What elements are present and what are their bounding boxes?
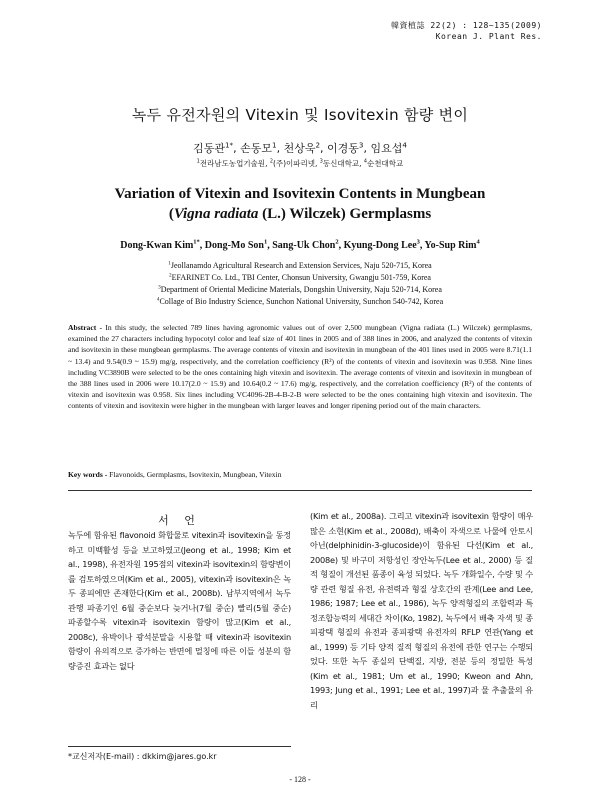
author-name-ko: 김동관 xyxy=(193,142,225,155)
author-mark-en: 4 xyxy=(476,238,480,246)
author-mark-en: 1* xyxy=(193,238,200,246)
affiliation-mark-en: 2 xyxy=(169,272,172,279)
affiliations-english xyxy=(0,260,600,308)
affiliation-name-ko: 동신대학교 xyxy=(322,159,360,168)
footnote: *교신저자(E-mail) : dkkim@jares.go.kr xyxy=(68,752,217,761)
body-text-left: 녹두에 함유된 flavonoid 화합물로 vitexin과 isovitexin을 동정하고 미백활성 등을 보고하였고(Jeong et al., 1998; Kim et al., 1998), 유전자원 195점의 vitexin과 isovitexin의 함량변이를 검토하였으며(Kim et al., 2005), vitexin과 isovitexin은 녹두 종피에만 존재한다(Kim et al., 2008b). 남부지역에서 녹두 관행 파종기인 6월 중순보다 늦거나(7월 중순) 빨리(5월 중순) 파종할수록 vitexin과 isovitexin 함량이 많고(Kim et al., 2008c), 유박이나 광석분말을 시용할 때 vitexin과 isovitexin 함량이 유의적으로 증가하는 반면에 멀칭에 따른 이들 성분의 함량증진 효과는 없다 xyxy=(68,530,291,671)
author-mark-en: 3 xyxy=(416,238,420,246)
author-mark-ko: 3 xyxy=(358,140,364,150)
title-english xyxy=(0,184,600,224)
abstract-label: Abstract - xyxy=(68,323,106,332)
keywords xyxy=(68,470,532,479)
journal-citation: 韓資植誌 22(2) : 128~135(2009) xyxy=(391,21,542,30)
footnote-divider xyxy=(68,746,291,747)
keywords-label: Key words - xyxy=(68,470,110,479)
authors-english: Dong-Kwan Kim$^{1*}$, Dong-Mo Son$^1$, Sang-Uk Chon$^2$, Kyung-Dong Lee$^3$, Yo-Sup Rim$^4$ xyxy=(120,238,480,251)
author-mark-ko: 1 xyxy=(272,140,277,150)
author-name-en: Dong-Mo Son xyxy=(204,240,264,251)
title-english-line2: (Vigna radiata (L.) Wilczek) Germplasms xyxy=(168,206,432,222)
author-mark-ko: 4 xyxy=(402,140,407,150)
author-mark-en: 1 xyxy=(263,238,268,246)
affiliation-name-ko: (주)이파리넷 xyxy=(272,159,316,168)
affiliation-text-en: Jeollanamdo Agricultural Research and Extension Services, Naju 520-715, Korea xyxy=(170,261,432,270)
affiliation-name-ko: 전라남도농업기술원 xyxy=(199,159,266,168)
author-name-en: Sang-Uk Chon xyxy=(272,240,336,251)
author-mark-ko: 1* xyxy=(225,140,234,150)
divider xyxy=(68,490,532,491)
author-name-en: Kyung-Dong Lee xyxy=(343,240,417,251)
body-text-right: (Kim et al., 2008a). 그리고 vitexin과 isovitexin 함량이 매우 많은 소현(Kim et al., 2008d), 배축이 자색으로 나물에 안토시아닌(delphinidin-3-glucoside)이 함유된 다선(Kim et al., 2008e) 및 바구미 저항성인 장안녹두(Lee et al., 2000) 등 질적 형질이 개선된 품종이 육성 되었다. 녹두 개화일수, 수량 및 수량 관련 형질 유전, 유전력과 형질 상호간의 관계(Lee and Lee, 1986; 1987; Lee et al., 1986), 녹두 양적형질의 조합력과 특정조합능력의 세대간 차이(Ko, 1982), 녹두에서 배축 자색 및 종피광택 형질의 유전과 종피광택 유전자의 RFLP 연관(Yang et al., 1999) 등 기타 양적 질적 형질의 유전에 관한 연구는 수행되었다. 또한 녹두 종실의 단백질, 지방, 전분 등의 정밀한 특성(Kim et al., 1981; Um et al., 1990; Kweon and Ahn, 1993; Jung et al., 1991; Lee et al., 1997)과 물 추출물의 유리 xyxy=(310,511,533,710)
affiliation-mark-ko: 2 xyxy=(269,158,273,165)
author-name-ko: 임요섭 xyxy=(370,142,403,155)
affiliation-name-ko: 순천대학교 xyxy=(367,159,404,168)
affiliation-text-en: EFARINET Co. Ltd., TBI Center, Chonsun University, Gwangju 501-759, Korea xyxy=(171,273,431,282)
abstract-text: In this study, the selected 789 lines having agronomic values out of over 2,500 mungbean (Vigna radiata (L.) Wilczek) germplasms, examined the 27 characters including hypocotyl color and leaf size of 401 lines in 2005 and of 388 lines in 2006, and analyzed the contents of vitexin and isovitexin in these mungbean germplasms. The average contents of vitexin and isovitexin in mungbean of the 401 lines used in 2005 were 8.71(1.1 ~ 13.4) and 9.54(0.9 ~ 15.9) mg/g, respectively, and the correlation coefficiency (R²) of the contents of vitexin and isovitexin was 0.958. Nine lines including VC3890B were selected to be the ones containing high vitexin and isovitexin. The average contents of vitexin and isovitexin in mungbean of the 388 lines used in 2006 were 10.17(2.0 ~ 15.9) and 10.64(0.2 ~ 17.6) mg/g, respectively, and the correlation coefficiency (R²) of the contents of vitexin and isovitexin was 0.958. Six lines including VC4096-2B-4-B-2-B were selected to be the ones containing high vitexin and isovitexin. The contents of vitexin and isovitexin were higher in the mungbean with larger leaves and longer ripening period out of the main characters. xyxy=(68,323,532,411)
affiliation-mark-ko: 3 xyxy=(319,158,323,165)
journal-header xyxy=(391,20,542,42)
page-number: - 128 - xyxy=(289,775,311,784)
affiliations-korean: $^1$전라남도농업기술원, $^2$(주)이파리넷, $^3$동신대학교, $^4$순천대학교 xyxy=(196,158,404,168)
affiliation-line-en xyxy=(0,260,600,272)
affiliation-mark-en: 4 xyxy=(156,296,160,303)
affiliation-line-en xyxy=(0,272,600,284)
affiliation-line-en xyxy=(0,284,600,296)
affiliation-mark-ko: 1 xyxy=(196,158,200,165)
affiliation-mark-ko: 4 xyxy=(363,158,367,165)
author-name-ko: 손동모 xyxy=(240,142,273,155)
species-name: Vigna radiata xyxy=(173,206,259,222)
authors-korean: 김동관$^{1*}$, 손동모$^1$, 천상욱$^2$, 이경동$^3$, 임요섭$^4$ xyxy=(193,140,407,155)
author-mark-en: 2 xyxy=(335,238,339,246)
title-english-line1: Variation of Vitexin and Isovitexin Contents in Mungbean xyxy=(114,186,486,202)
affiliation-text-en: Department of Oriental Medicine Materials, Dongshin University, Naju 520-714, Korea xyxy=(160,285,442,294)
title-english-line2-rest: (L.) Wilczek) Germplasms xyxy=(258,206,432,222)
affiliation-text-en: Collage of Bio Industry Science, Sunchon National University, Sunchon 540-742, Korea xyxy=(159,297,444,306)
author-name-ko: 천상욱 xyxy=(283,142,316,155)
journal-name: Korean J. Plant Res. xyxy=(435,32,542,41)
author-name-ko: 이경동 xyxy=(327,142,359,155)
affiliation-mark-en: 3 xyxy=(158,284,161,291)
author-name-en: Yo-Sup Rim xyxy=(424,240,477,251)
affiliation-mark-en: 1 xyxy=(168,260,171,267)
title-korean: 녹두 유전자원의 Vitexin 및 Isovitexin 함량 변이 xyxy=(131,106,469,124)
author-name-en: Dong-Kwan Kim xyxy=(120,240,194,251)
keywords-text: Flavonoids, Germplasms, Isovitexin, Mungbean, Vitexin xyxy=(109,470,282,479)
author-mark-ko: 2 xyxy=(315,140,320,150)
abstract xyxy=(68,322,532,412)
affiliation-line-en xyxy=(0,296,600,308)
section-heading: 서 언 xyxy=(158,514,201,527)
